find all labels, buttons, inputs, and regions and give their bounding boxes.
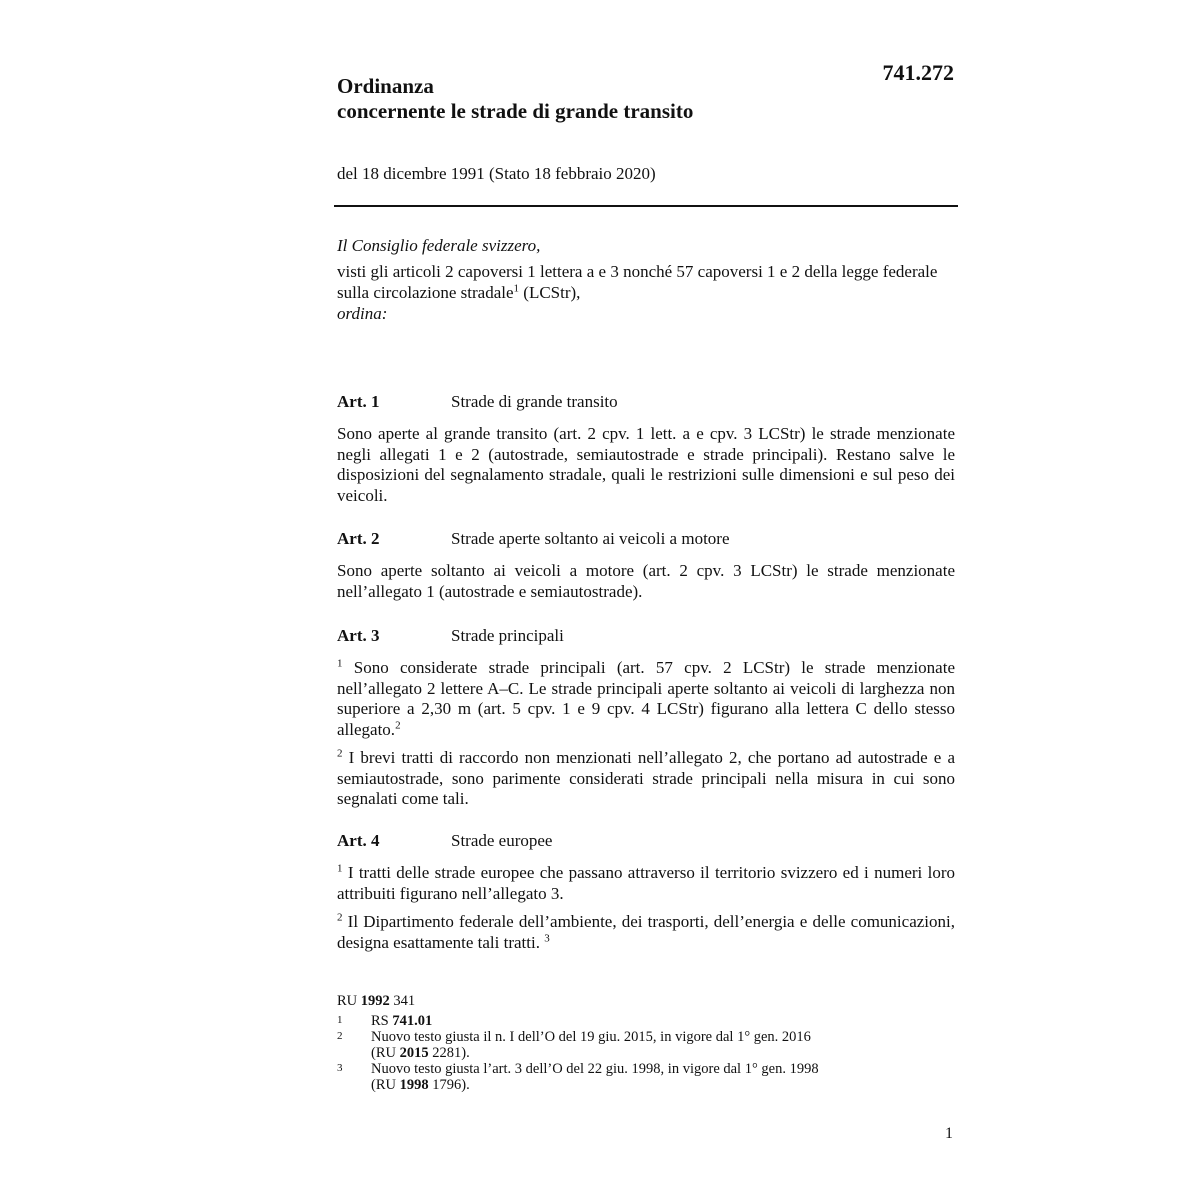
header-divider [334, 205, 958, 207]
paragraph-number: 1 [337, 862, 343, 875]
article-paragraph [337, 561, 955, 602]
article-2 [337, 529, 955, 602]
article-paragraph [337, 748, 955, 810]
footnote-text-pre: Nuovo testo giusta l’art. 3 dell’O del 22 giu. 1998, in vigore dal 1° gen. 1998 [371, 1061, 819, 1077]
footnote-line2-pre: (RU [371, 1077, 400, 1093]
paragraph-text: Sono aperte al grande transito (art. 2 cpv. 1 lett. a e cpv. 3 LCStr) le strade menzionate negli allegati 1 e 2 (autostrade, semiautostrade e strade principali). Restano salve le disposizioni del segnalamento stradale, quali le restrizioni sulle dimensioni e sul peso dei veicoli. [337, 424, 955, 505]
article-1 [337, 392, 955, 506]
article-paragraph [337, 863, 955, 904]
paragraph-text: I brevi tratti di raccordo non menzionati nell’allegato 2, che portano ad autostrade e a semiautostrade, sono parimente considerati strade principali nella misura in cui sono segnalati come tali. [337, 748, 955, 808]
footnote-number: 1 [337, 1014, 343, 1026]
footnote-item-3 [337, 1061, 955, 1093]
article-title: Strade principali [451, 626, 564, 645]
footnote-text-pre: Nuovo testo giusta il n. I dell’O del 19 giu. 2015, in vigore dal 1° gen. 2016 [371, 1029, 811, 1045]
article-heading [337, 529, 955, 555]
footnote-text-bold: 741.01 [392, 1013, 433, 1029]
footnote-number: 2 [337, 1030, 343, 1042]
preamble-text-2: (LCStr), [519, 283, 581, 302]
footnote-item-2 [337, 1029, 955, 1061]
footnote-ref-1[interactable]: 1 [513, 282, 520, 295]
article-heading [337, 626, 955, 652]
page-number: 1 [945, 1125, 953, 1142]
title-line-1: Ordinanza [337, 74, 434, 98]
document-title [337, 74, 693, 124]
preamble-considerations [337, 261, 955, 303]
article-heading [337, 831, 955, 857]
article-number: Art. 4 [337, 831, 380, 850]
footnote-item-1 [337, 1013, 955, 1029]
paragraph-text: Sono aperte soltanto ai veicoli a motore (art. 2 cpv. 3 LCStr) le strade menzionate nell’allegato 1 (autostrade e semiautostrade). [337, 561, 955, 601]
preamble [337, 235, 955, 324]
preamble-issuer: Il Consiglio federale svizzero, [337, 236, 541, 255]
footnote-text-pre: RS [371, 1013, 393, 1029]
footnote-line2-post: 2281). [428, 1045, 470, 1061]
article-title: Strade di grande transito [451, 392, 618, 411]
article-title: Strade europee [451, 831, 553, 850]
footnote-text [371, 1013, 955, 1029]
paragraph-number: 2 [337, 911, 343, 924]
article-paragraph [337, 658, 955, 740]
paragraph-number: 1 [337, 657, 343, 670]
article-3 [337, 626, 955, 810]
footnote-number: 3 [337, 1062, 343, 1074]
footnote-line2-bold: 2015 [399, 1045, 429, 1061]
title-line-2: concernente le strade di grande transito [337, 99, 694, 123]
footnote-text [371, 1061, 955, 1093]
article-title: Strade aperte soltanto ai veicoli a motore [451, 529, 730, 548]
sr-number: 741.272 [882, 60, 954, 85]
preamble-orders: ordina: [337, 304, 388, 323]
ru-reference [337, 993, 955, 1009]
article-heading [337, 392, 955, 418]
paragraph-text: Il Dipartimento federale dell’ambiente, dei trasporti, dell’energia e delle comunicazioni, designa esattamente tali tratti. [337, 912, 955, 952]
footnotes [337, 993, 955, 1093]
ru-prefix: RU [337, 993, 361, 1009]
article-4 [337, 831, 955, 953]
paragraph-text: Sono considerate strade principali (art. 57 cpv. 2 LCStr) le strade menzionate nell’allegato 2 lettere A–C. Le strade principali aperte soltanto ai veicoli di larghezza non superiore a 2,30 m (art. 5 cpv. 1 e 9 cpv. 4 LCStr) figurano alla lettera C dello stesso allegato. [337, 658, 955, 739]
footnote-line2-bold: 1998 [399, 1077, 429, 1093]
paragraph-text: I tratti delle strade europee che passano attraverso il territorio svizzero ed i numeri loro attribuiti figurano nell’allegato 3. [337, 863, 955, 903]
footnote-line2-post: 1796). [428, 1077, 470, 1093]
article-number: Art. 2 [337, 529, 380, 548]
footnote-ref-3[interactable]: 3 [544, 931, 550, 944]
ru-page: 341 [389, 993, 416, 1009]
article-paragraph [337, 424, 955, 506]
footnote-line2-pre: (RU [371, 1045, 400, 1061]
article-number: Art. 3 [337, 626, 380, 645]
preamble-text-1: visti gli articoli 2 capoversi 1 lettera a e 3 nonché 57 capoversi 1 e 2 della legge federale sulla circolazione stradale [337, 262, 938, 302]
date-line: del 18 dicembre 1991 (Stato 18 febbraio 2020) [337, 164, 656, 183]
paragraph-number: 2 [337, 747, 343, 760]
footnote-text [371, 1029, 955, 1061]
footnote-ref-2[interactable]: 2 [395, 718, 401, 731]
ru-year: 1992 [360, 993, 390, 1009]
article-paragraph [337, 912, 955, 953]
article-number: Art. 1 [337, 392, 380, 411]
